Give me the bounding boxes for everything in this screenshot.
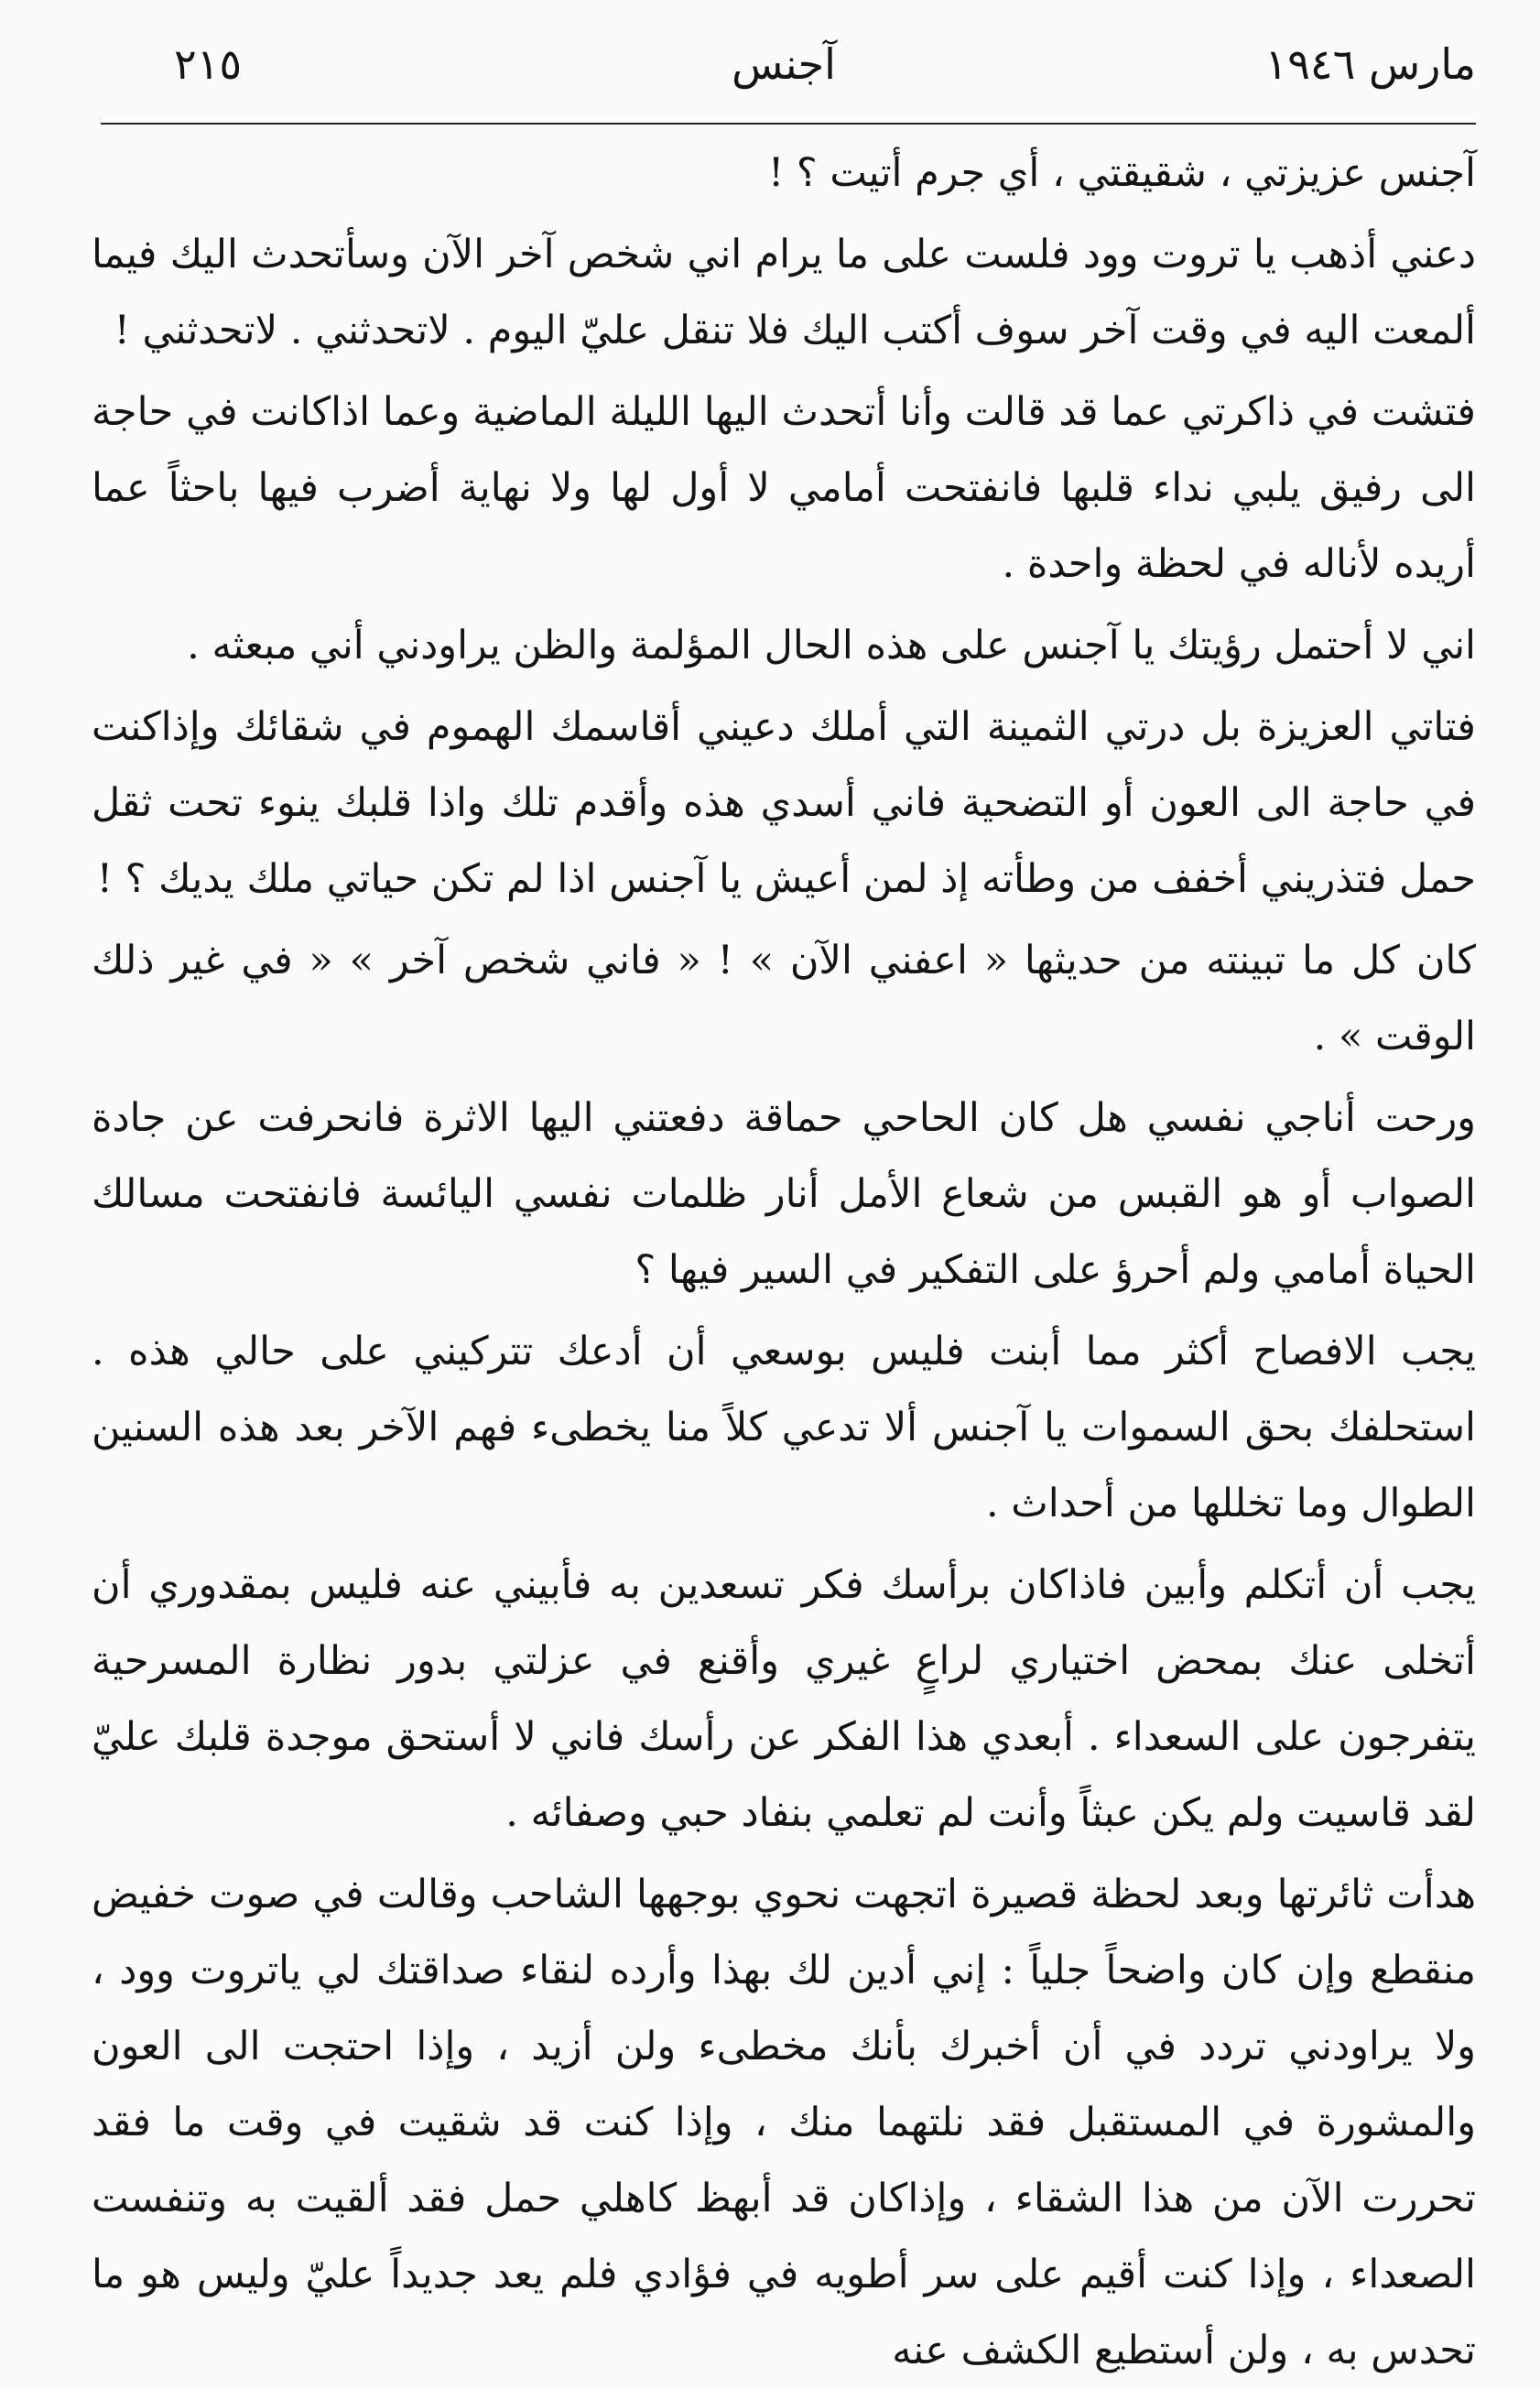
paragraph: هدأت ثائرتها وبعد لحظة قصيرة اتجهت نحوي بوجهها الشاحب وقالت في صوت خفيض منقطع وإن كان واضحاً جلياً : إني أدين لك بهذا وأرده لنقاء صداقتك لي ياتروت وود ، ولا يراودني تردد في أن أخبرك بأنك مخطىء ولن أزيد ، وإذا احتجت الى العون والمشورة في المستقبل فقد نلتهما منك ، وإذا كنت قد شقيت في وقت ما فقد تحررت الآن من هذا الشقاء ، وإذاكان قد أبهظ كاهلي حمل فقد ألقيت به وتنفست الصعداء ، وإذا كنت أقيم على سر أطويه في فؤادي فلم يعد جديداً عليّ وليس هو ما تحدس به ، ولن أستطيع الكشف عنه — [92, 1872, 1476, 2373]
header-date: مارس ١٩٤٦ — [1264, 39, 1476, 89]
paragraph: يجب الافصاح أكثر مما أبنت فليس بوسعي أن أدعك تتركيني على حالي هذه . استحلفك بحق السموات يا آجنس ألا تدعي كلاً منا يخطىء فهم الآخر بعد هذه السنين الطوال وما تخللها من أحداث . — [92, 1329, 1476, 1526]
header-rule — [101, 123, 1476, 125]
header-title: آجنس — [732, 39, 836, 89]
paragraph: كان كل ما تبينته من حديثها « اعفني الآن » ! « فاني شخص آخر » « في غير ذلك الوقت » . — [92, 938, 1476, 1059]
running-header — [92, 27, 1476, 101]
paragraph: فتشت في ذاكرتي عما قد قالت وأنا أتحدث اليها الليلة الماضية وعما اذاكانت في حاجة الى رفيق يلبي نداء قلبها فانفتحت أمامي لا أول لها ولا نهاية أضرب فيها باحثاً عما أريده لأناله في لحظة واحدة . — [92, 389, 1476, 587]
paragraph: ورحت أناجي نفسي هل كان الحاحي حماقة دفعتني اليها الاثرة فانحرفت عن جادة الصواب أو هو القبس من شعاع الأمل أنار ظلمات نفسي اليائسة فانفتحت مسالك الحياة أمامي ولم أحرؤ على التفكير في السير فيها ؟ — [92, 1095, 1476, 1293]
paragraph: يجب أن أتكلم وأبين فاذاكان برأسك فكر تسعدين به فأبيني عنه فليس بمقدوري أن أتخلى عنك بمحض اختياري لراعٍ غيري وأقنع في عزلتي بدور نظارة المسرحية يتفرجون على السعداء . أبعدي هذا الفكر عن رأسك فاني لا أستحق موجدة قلبك عليّ لقد قاسيت ولم يكن عبثاً وأنت لم تعلمي بنفاد حبي وصفائه . — [92, 1562, 1476, 1836]
paragraph: اني لا أحتمل رؤيتك يا آجنس على هذه الحال المؤلمة والظن يراودني أني مبعثه . — [187, 623, 1476, 668]
page-number: ٢١٥ — [174, 39, 243, 89]
page-body — [92, 136, 1476, 2389]
paragraph: فتاتي العزيزة بل درتي الثمينة التي أملك دعيني أقاسمك الهموم في شقائك وإذاكنت في حاجة الى العون أو التضحية فاني أسدي هذه وأقدم تلك واذا قلبك ينوء تحت ثقل حمل فتذريني أخفف من وطأته إذ لمن أعيش يا آجنس اذا لم تكن حياتي ملك يديك ؟ ! — [92, 704, 1476, 902]
paragraph: آجنس عزيزتي ، شقيقتي ، أي جرم أتيت ؟ ! — [767, 150, 1476, 196]
paragraph: دعني أذهب يا تروت وود فلست على ما يرام اني شخص آخر الآن وسأتحدث اليك فيما ألمعت اليه في وقت آخر سوف أكتب اليك فلا تنقل عليّ اليوم . لاتحدثني . لاتحدثني ! — [92, 232, 1476, 353]
